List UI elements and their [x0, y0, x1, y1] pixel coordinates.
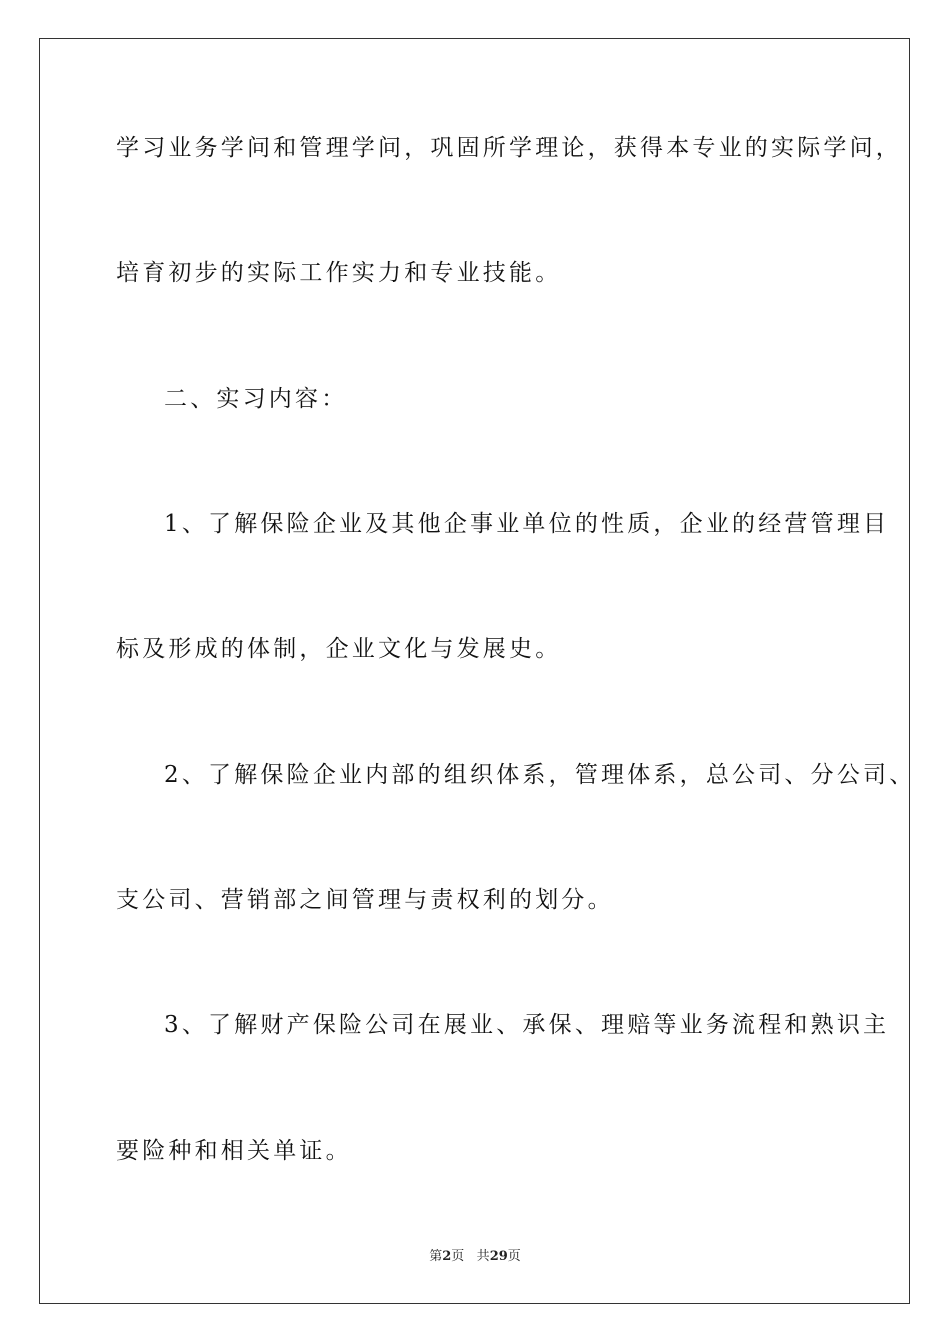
- list-item-3-line: 3、了解财产保险公司在展业、承保、理赔等业务流程和熟识主: [164, 1012, 890, 1038]
- section-heading: 二、实习内容：: [164, 386, 348, 412]
- list-item-1-line: 标及形成的体制，企业文化与发展史。: [116, 636, 562, 662]
- paragraph-line: 培育初步的实际工作实力和专业技能。: [116, 260, 562, 286]
- footer-page-suffix: 页: [451, 1249, 465, 1264]
- footer-total-pages: 29: [489, 1249, 508, 1264]
- list-item-2-line: 支公司、营销部之间管理与责权利的划分。: [116, 887, 614, 913]
- page-footer: [0, 1248, 950, 1266]
- footer-total-prefix: 共: [476, 1249, 490, 1264]
- page-frame: [39, 38, 910, 1304]
- footer-page-number: 2: [442, 1249, 452, 1264]
- list-item-1-line: 1、了解保险企业及其他企事业单位的性质，企业的经营管理目: [164, 511, 890, 537]
- list-item-2-line: 2、了解保险企业内部的组织体系，管理体系，总公司、分公司、: [164, 762, 916, 788]
- list-item-3-line: 要险种和相关单证。: [116, 1138, 352, 1164]
- footer-total-suffix: 页: [507, 1249, 521, 1264]
- paragraph-line: 学习业务学问和管理学问，巩固所学理论，获得本专业的实际学问，: [116, 135, 902, 161]
- footer-prefix: 第: [429, 1249, 443, 1264]
